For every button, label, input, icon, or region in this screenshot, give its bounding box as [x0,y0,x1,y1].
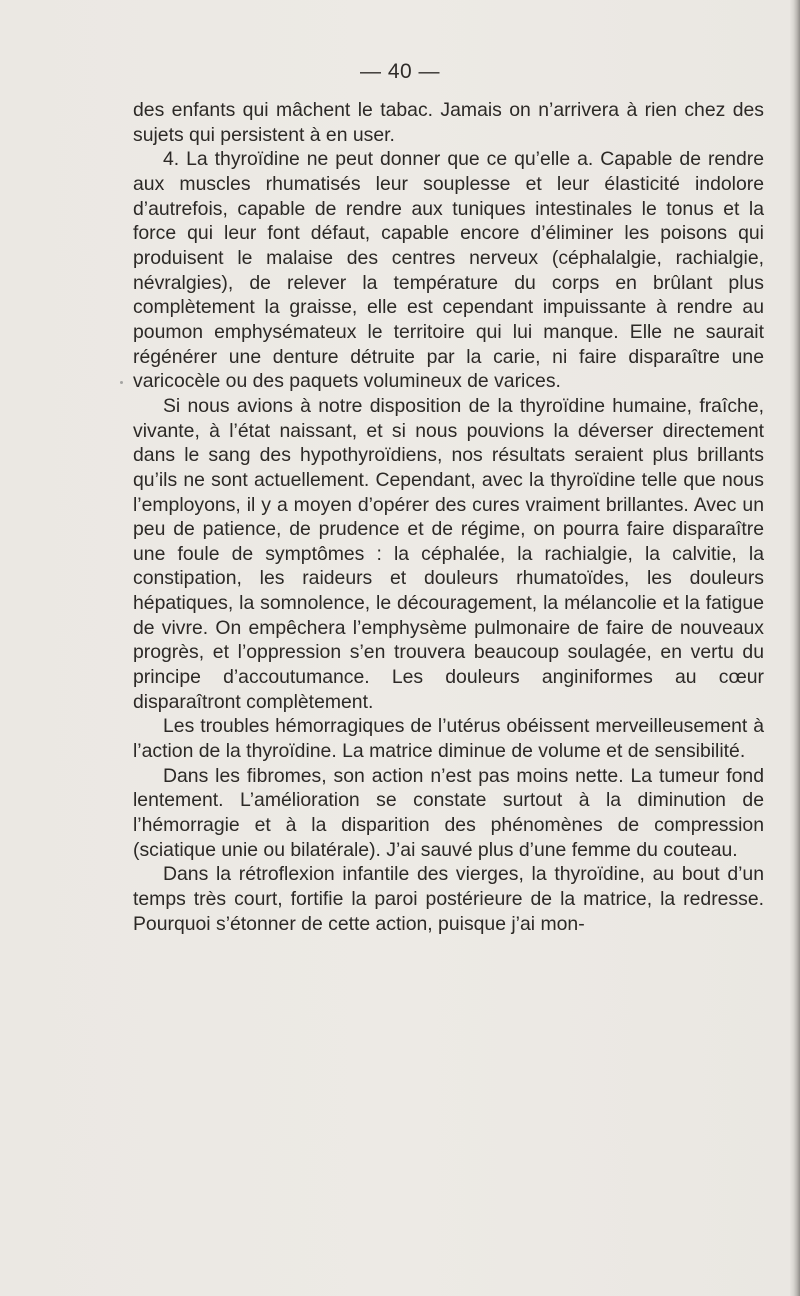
paragraph-continuation: des enfants qui mâchent le tabac. Jamais on n’arrivera à rien chez des sujets qui persistent à en user. [133,99,764,146]
paragraph-uterine-troubles: Les troubles hémorragiques de l’utérus obéissent merveilleusement à l’action de la thyroïdine. La matrice diminue de volume et de sensibilité. [133,715,764,763]
body-text [133,98,764,936]
paragraph-fibromes: Dans les fibromes, son action n’est pas moins nette. La tumeur fond lentement. L’amélioration se constate surtout à la diminution de l’hémorragie et à la disparition des phénomènes de compression (sciatique unie ou bilatérale). J’ai sauvé plus d’une femme du couteau. [133,764,764,861]
page-edge-shadow [790,0,800,1296]
paragraph-thyroidine-limits: 4. La thyroïdine ne peut donner que ce qu’elle a. Capable de rendre aux muscles rhumatisés leur souplesse et leur élasticité indolore d’autrefois, capable de rendre aux tuniques intestinales le tonus et la force qui leur font défaut, capable encore d’éliminer les poisons qui produisent le malaise des centres nerveux (céphalalgie, rachialgie, névralgies), de relever la température du corps en brûlant plus complètement la graisse, elle est cependant impuissante à rendre au poumon emphysémateux le territoire qui lui manque. Elle ne saurait régénérer une denture détruite par la carie, ni faire disparaître une varicocèle ou des paquets volumineux de varices. [133,148,764,393]
paragraph-retroflexion: Dans la rétroflexion infantile des vierges, la thyroïdine, au bout d’un temps très court, fortifie la paroi postérieure de la matrice, la redresse. Pourquoi s’étonner de cette action, puisque j’ai mon- [133,863,764,935]
paragraph-human-thyroidine: Si nous avions à notre disposition de la thyroïdine humaine, fraîche, vivante, à l’état naissant, et si nous pouvions la déverser directement dans le sang des hypothyroïdiens, nos résultats seraient plus brillants qu’ils ne sont actuellement. Cependant, avec la thyroïdine telle que nous l’employons, il y a moyen d’opérer des cures vraiment brillantes. Avec un peu de patience, de prudence et de régime, on pourra faire disparaître une foule de symptômes : la céphalée, la rachialgie, la calvitie, la constipation, les raideurs et douleurs rhumatoïdes, les douleurs hépatiques, la somnolence, le découragement, la mélancolie et la fatigue de vivre. On empêchera l’emphysème pulmonaire de faire de nouveaux progrès, et l’oppression s’en trouvera beaucoup soulagée, en vertu du principe d’accoutumance. Les douleurs anginiformes au cœur disparaîtront complètement. [133,394,764,713]
page-number: — 40 — [359,60,441,83]
margin-speck [120,381,123,384]
